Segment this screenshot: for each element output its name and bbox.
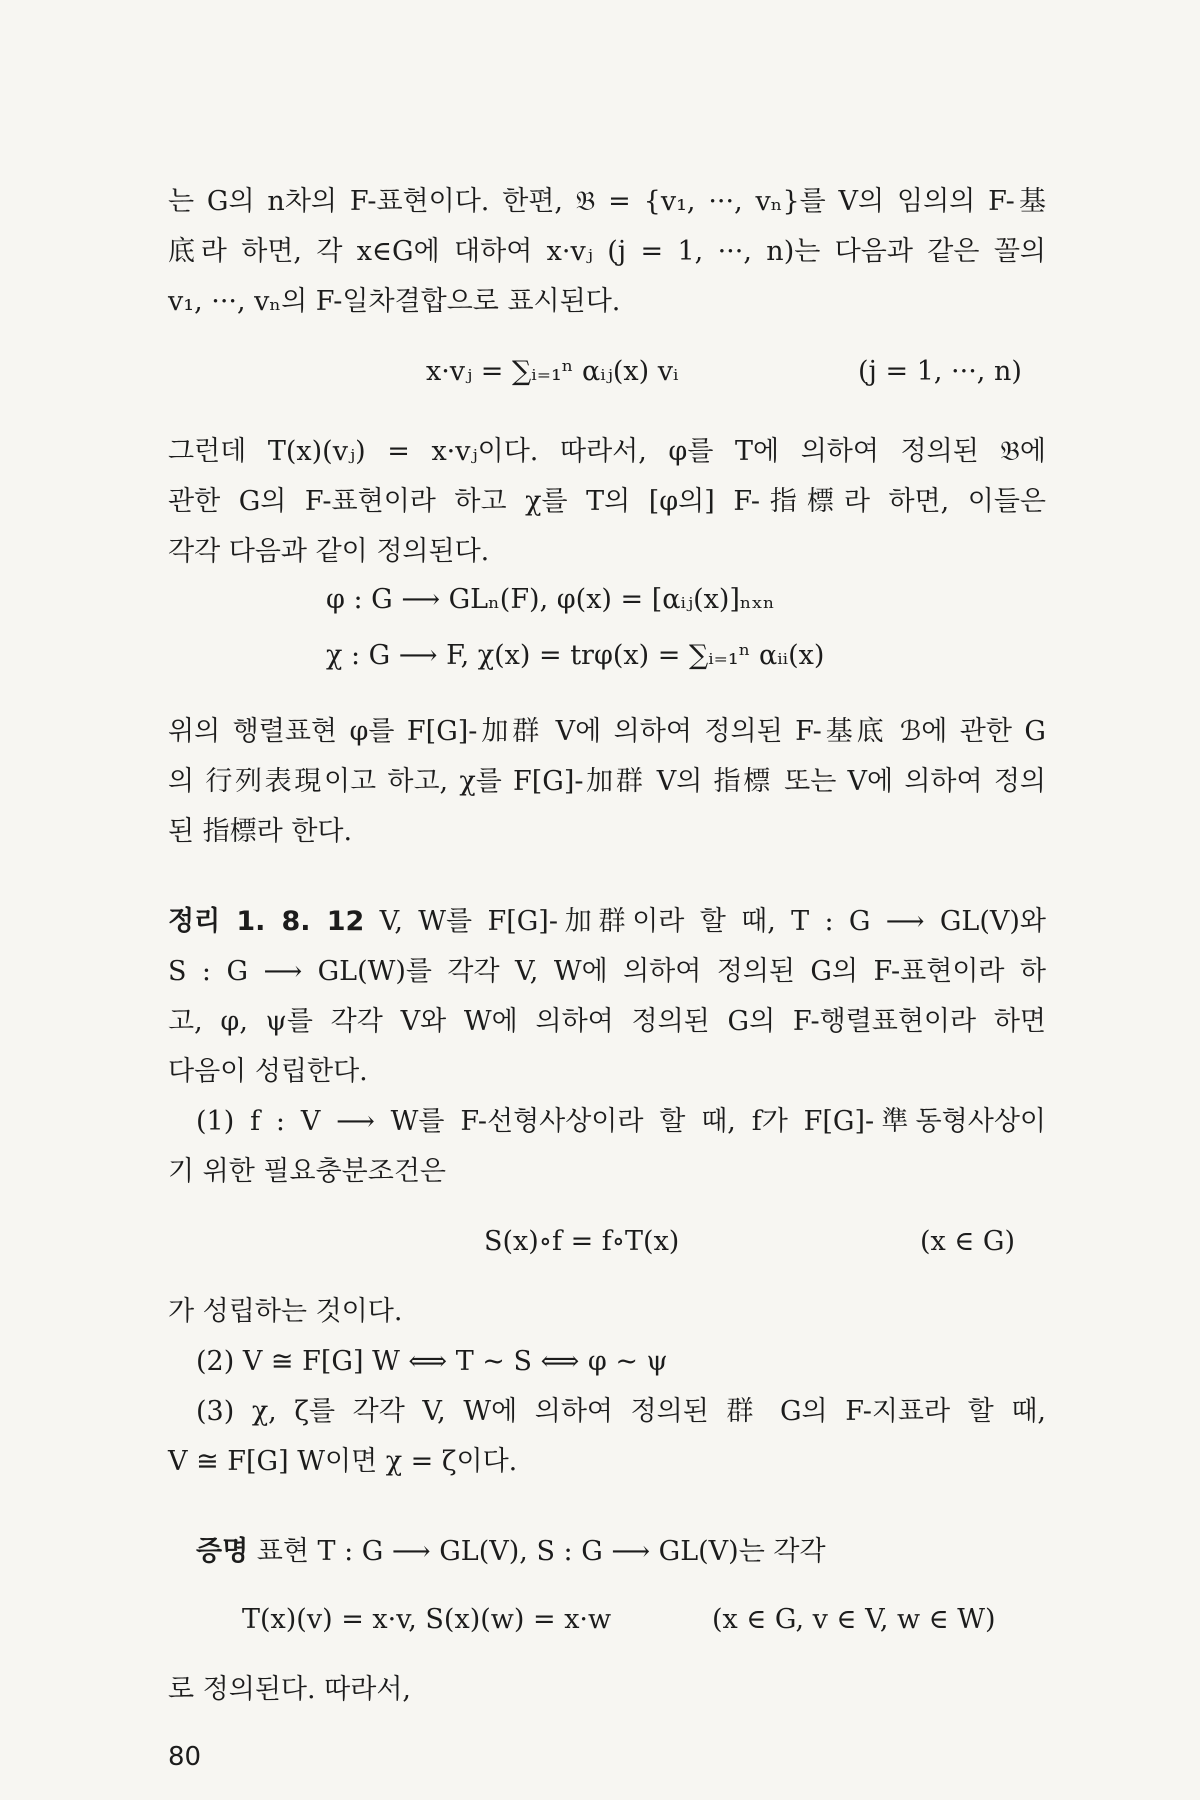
equation-tag: (x ∈ G)	[920, 1226, 1016, 1257]
paragraph-line: 는 G의 n차의 F-표현이다. 한편, 𝔅 = {v₁, ···, vₙ}를 V의 임의의 F-基	[168, 186, 1046, 217]
proof-line: 로 정의된다. 따라서,	[168, 1674, 411, 1705]
theorem-item-3: (3) χ, ζ를 각각 V, W에 의하여 정의된 群 G의 F-지표라 할 때,	[196, 1396, 1046, 1427]
theorem-line: 고, φ, ψ를 각각 V와 W에 의하여 정의된 G의 F-행렬표현이라 하면	[168, 1006, 1046, 1037]
equation-representation-definition: T(x)(v) = x·v, S(x)(w) = x·w	[242, 1604, 612, 1635]
paragraph-line: 된 指標라 한다.	[168, 816, 353, 847]
paragraph-line: 그런데 T(x)(vⱼ) = x·vⱼ이다. 따라서, φ를 T에 의하여 정의된 𝔅에	[168, 436, 1046, 467]
theorem-text: V, W를 F[G]-加群이라 할 때, T : G ⟶ GL(V)와	[364, 906, 1046, 937]
paragraph-line: 위의 행렬표현 φ를 F[G]-加群 V에 의하여 정의된 F-基底 ℬ에 관한 G	[168, 716, 1046, 747]
paragraph-line: 底라 하면, 각 x∈G에 대하여 x·vⱼ (j = 1, ···, n)는 다음과 같은 꼴의	[168, 236, 1046, 267]
theorem-item-1-end: 가 성립하는 것이다.	[168, 1296, 403, 1327]
theorem-line: 다음이 성립한다.	[168, 1056, 368, 1087]
page-number: 80	[168, 1742, 202, 1772]
equation-character: χ : G ⟶ F, χ(x) = trφ(x) = ∑ᵢ₌₁ⁿ αᵢᵢ(x)	[326, 640, 825, 671]
theorem-first-line	[168, 902, 1046, 942]
equation-matrix-representation: φ : G ⟶ GLₙ(F), φ(x) = [αᵢⱼ(x)]ₙₓₙ	[326, 584, 775, 615]
paragraph-line: 의 行列表現이고 하고, χ를 F[G]-加群 V의 指標 또는 V에 의하여 정의	[168, 766, 1046, 797]
paragraph-line: 관한 G의 F-표현이라 하고 χ를 T의 [φ의] F-指標라 하면, 이들은	[168, 486, 1046, 517]
proof-first-line	[196, 1532, 1046, 1572]
theorem-item-3-cont: V ≅ F[G] W이면 χ = ζ이다.	[168, 1446, 518, 1477]
theorem-item-1: (1) f : V ⟶ W를 F-선형사상이라 할 때, f가 F[G]-準동형사상이	[196, 1106, 1046, 1137]
proof-label: 증명	[196, 1536, 249, 1567]
equation-tag: (x ∈ G, v ∈ V, w ∈ W)	[712, 1604, 996, 1635]
equation-linear-combination: x·vⱼ = ∑ᵢ₌₁ⁿ αᵢⱼ(x) vᵢ	[426, 356, 679, 387]
theorem-line: S : G ⟶ GL(W)를 각각 V, W에 의하여 정의된 G의 F-표현이라 하	[168, 956, 1046, 987]
theorem-item-2: (2) V ≅ F[G] W ⟺ T ~ S ⟺ φ ~ ψ	[196, 1346, 668, 1377]
equation-intertwining: S(x)∘f = f∘T(x)	[484, 1226, 680, 1257]
proof-text: 표현 T : G ⟶ GL(V), S : G ⟶ GL(V)는 각각	[248, 1536, 826, 1567]
equation-tag: (j = 1, ···, n)	[858, 356, 1022, 387]
theorem-label: 정리 1. 8. 12	[168, 906, 365, 937]
paragraph-line: v₁, ···, vₙ의 F-일차결합으로 표시된다.	[168, 286, 621, 317]
paragraph-line: 각각 다음과 같이 정의된다.	[168, 536, 490, 567]
theorem-item-1-cont: 기 위한 필요충분조건은	[168, 1156, 446, 1187]
